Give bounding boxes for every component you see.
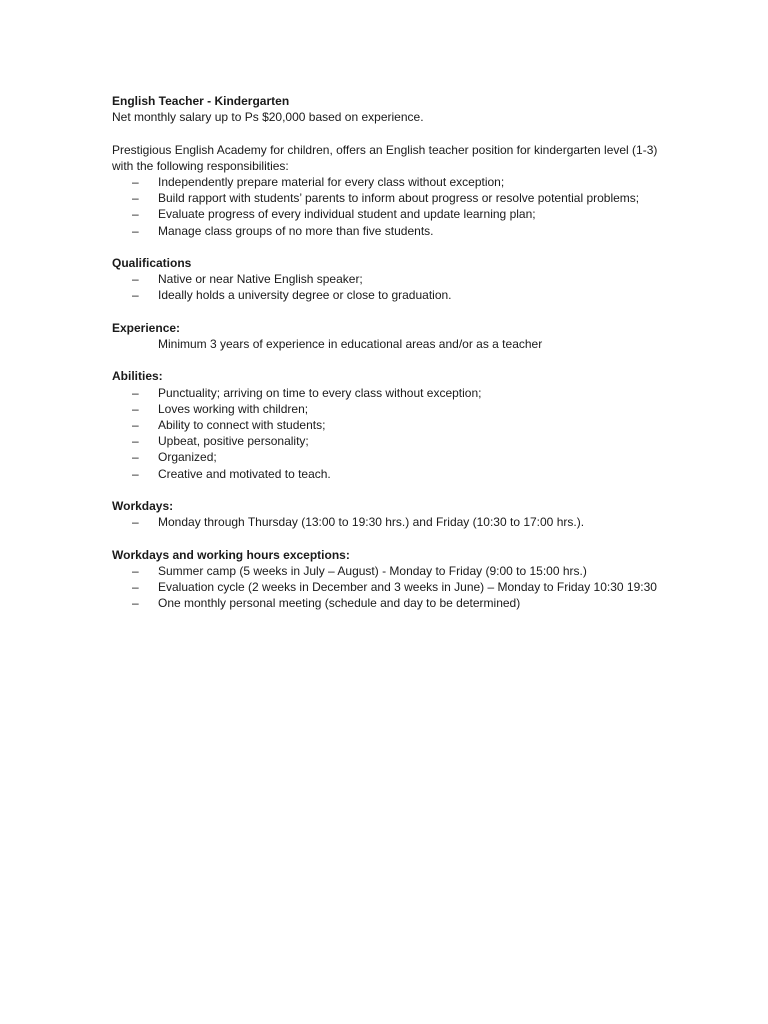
list-item: – Evaluate progress of every individual student and update learning plan; xyxy=(132,207,536,222)
list-item: – Evaluation cycle (2 weeks in December and 3 weeks in June) – Monday to Friday 10:30 19:30 xyxy=(132,580,657,594)
document-page xyxy=(112,93,672,611)
list-item: – Independently prepare material for every class without exception; xyxy=(132,175,505,189)
dash-bullet: – xyxy=(132,401,139,416)
dash-bullet: – xyxy=(132,385,139,400)
responsibilities-list xyxy=(112,174,672,239)
list-item: – Organized; xyxy=(132,450,217,465)
list-item: – One monthly personal meeting (schedule and day to be determined) xyxy=(132,596,521,611)
list-item: – Manage class groups of no more than five students. xyxy=(132,223,434,238)
salary-line: Net monthly salary up to Ps $20,000 based on experience. xyxy=(112,110,424,125)
workdays-heading: Workdays: xyxy=(112,499,174,513)
list-item: – Loves working with children; xyxy=(132,401,309,416)
experience-text: Minimum 3 years of experience in educational areas and/or as a teacher xyxy=(158,337,543,351)
list-item: – Native or near Native English speaker; xyxy=(132,272,363,287)
dash-bullet: – xyxy=(132,272,139,287)
list-item: – Summer camp (5 weeks in July – August) - Monday to Friday (9:00 to 15:00 hrs.) xyxy=(132,563,587,578)
list-item: – Monday through Thursday (13:00 to 19:30 hrs.) and Friday (10:30 to 17:00 hrs.). xyxy=(132,515,585,530)
abilities-list xyxy=(112,385,672,482)
list-item: – Ability to connect with students; xyxy=(132,418,326,432)
dash-bullet: – xyxy=(132,580,139,594)
dash-bullet: – xyxy=(132,596,139,611)
list-item: – Ideally holds a university degree or close to graduation. xyxy=(132,288,452,303)
exceptions-list xyxy=(112,563,672,612)
dash-bullet: – xyxy=(132,434,139,449)
dash-bullet: – xyxy=(132,207,139,222)
qualifications-list xyxy=(112,271,672,303)
dash-bullet: – xyxy=(132,450,139,465)
exceptions-heading: Workdays and working hours exceptions: xyxy=(112,547,350,562)
job-title: English Teacher - Kindergarten xyxy=(112,94,290,108)
dash-bullet: – xyxy=(132,563,139,578)
abilities-heading: Abilities: xyxy=(112,369,163,384)
dash-bullet: – xyxy=(132,466,139,481)
dash-bullet: – xyxy=(132,418,139,432)
dash-bullet: – xyxy=(132,223,139,238)
dash-bullet: – xyxy=(132,288,139,303)
intro-line-1: Prestigious English Academy for children, offers an English teacher position for kindergarten level (1-3) xyxy=(112,142,658,157)
list-item: – Upbeat, positive personality; xyxy=(132,434,309,449)
dash-bullet: – xyxy=(132,175,139,189)
list-item: – Build rapport with students’ parents to inform about progress or resolve potential problems; xyxy=(132,191,640,206)
dash-bullet: – xyxy=(132,515,139,530)
list-item: – Creative and motivated to teach. xyxy=(132,466,331,481)
workdays-list xyxy=(112,514,672,530)
experience-heading: Experience: xyxy=(112,320,181,335)
list-item: – Punctuality; arriving on time to every class without exception; xyxy=(132,385,482,400)
dash-bullet: – xyxy=(132,191,139,206)
intro-line-2: with the following responsibilities: xyxy=(112,158,289,173)
qualifications-heading: Qualifications xyxy=(112,256,192,270)
